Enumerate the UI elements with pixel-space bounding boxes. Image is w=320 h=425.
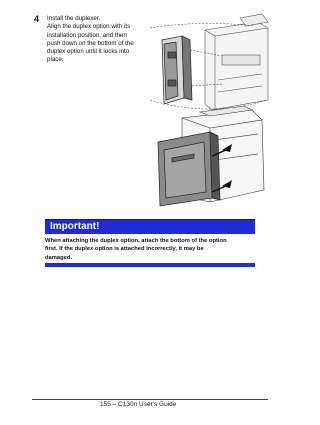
footer-page-label: 155 – C130n User's Guide	[100, 401, 177, 406]
important-line: damaged.	[45, 254, 73, 261]
duplexer-installation-illustration	[0, 0, 300, 215]
printer-top-illustration	[205, 14, 268, 110]
important-title: Important!	[50, 221, 100, 232]
step-line: place.	[47, 56, 64, 64]
important-bottom-rule	[45, 263, 255, 267]
step-line: duplex option until it locks into	[47, 48, 130, 56]
important-line: When attaching the duplex option, attach the bottom of the option	[45, 238, 227, 244]
important-body	[45, 237, 255, 262]
step-title: Install the duplexer.	[47, 15, 101, 22]
step-number: 4	[34, 14, 40, 24]
step-line: Align the duplex option with its	[47, 23, 131, 31]
important-banner	[45, 219, 255, 234]
duplex-option-illustration	[162, 36, 192, 104]
step-line: installation position, and then	[47, 31, 127, 39]
step-line: push down on the bottom of the	[47, 39, 134, 47]
duplex-installed-illustration	[158, 132, 220, 206]
important-line: first. If the duplex option is attached incorrectly, it may be	[45, 246, 204, 253]
